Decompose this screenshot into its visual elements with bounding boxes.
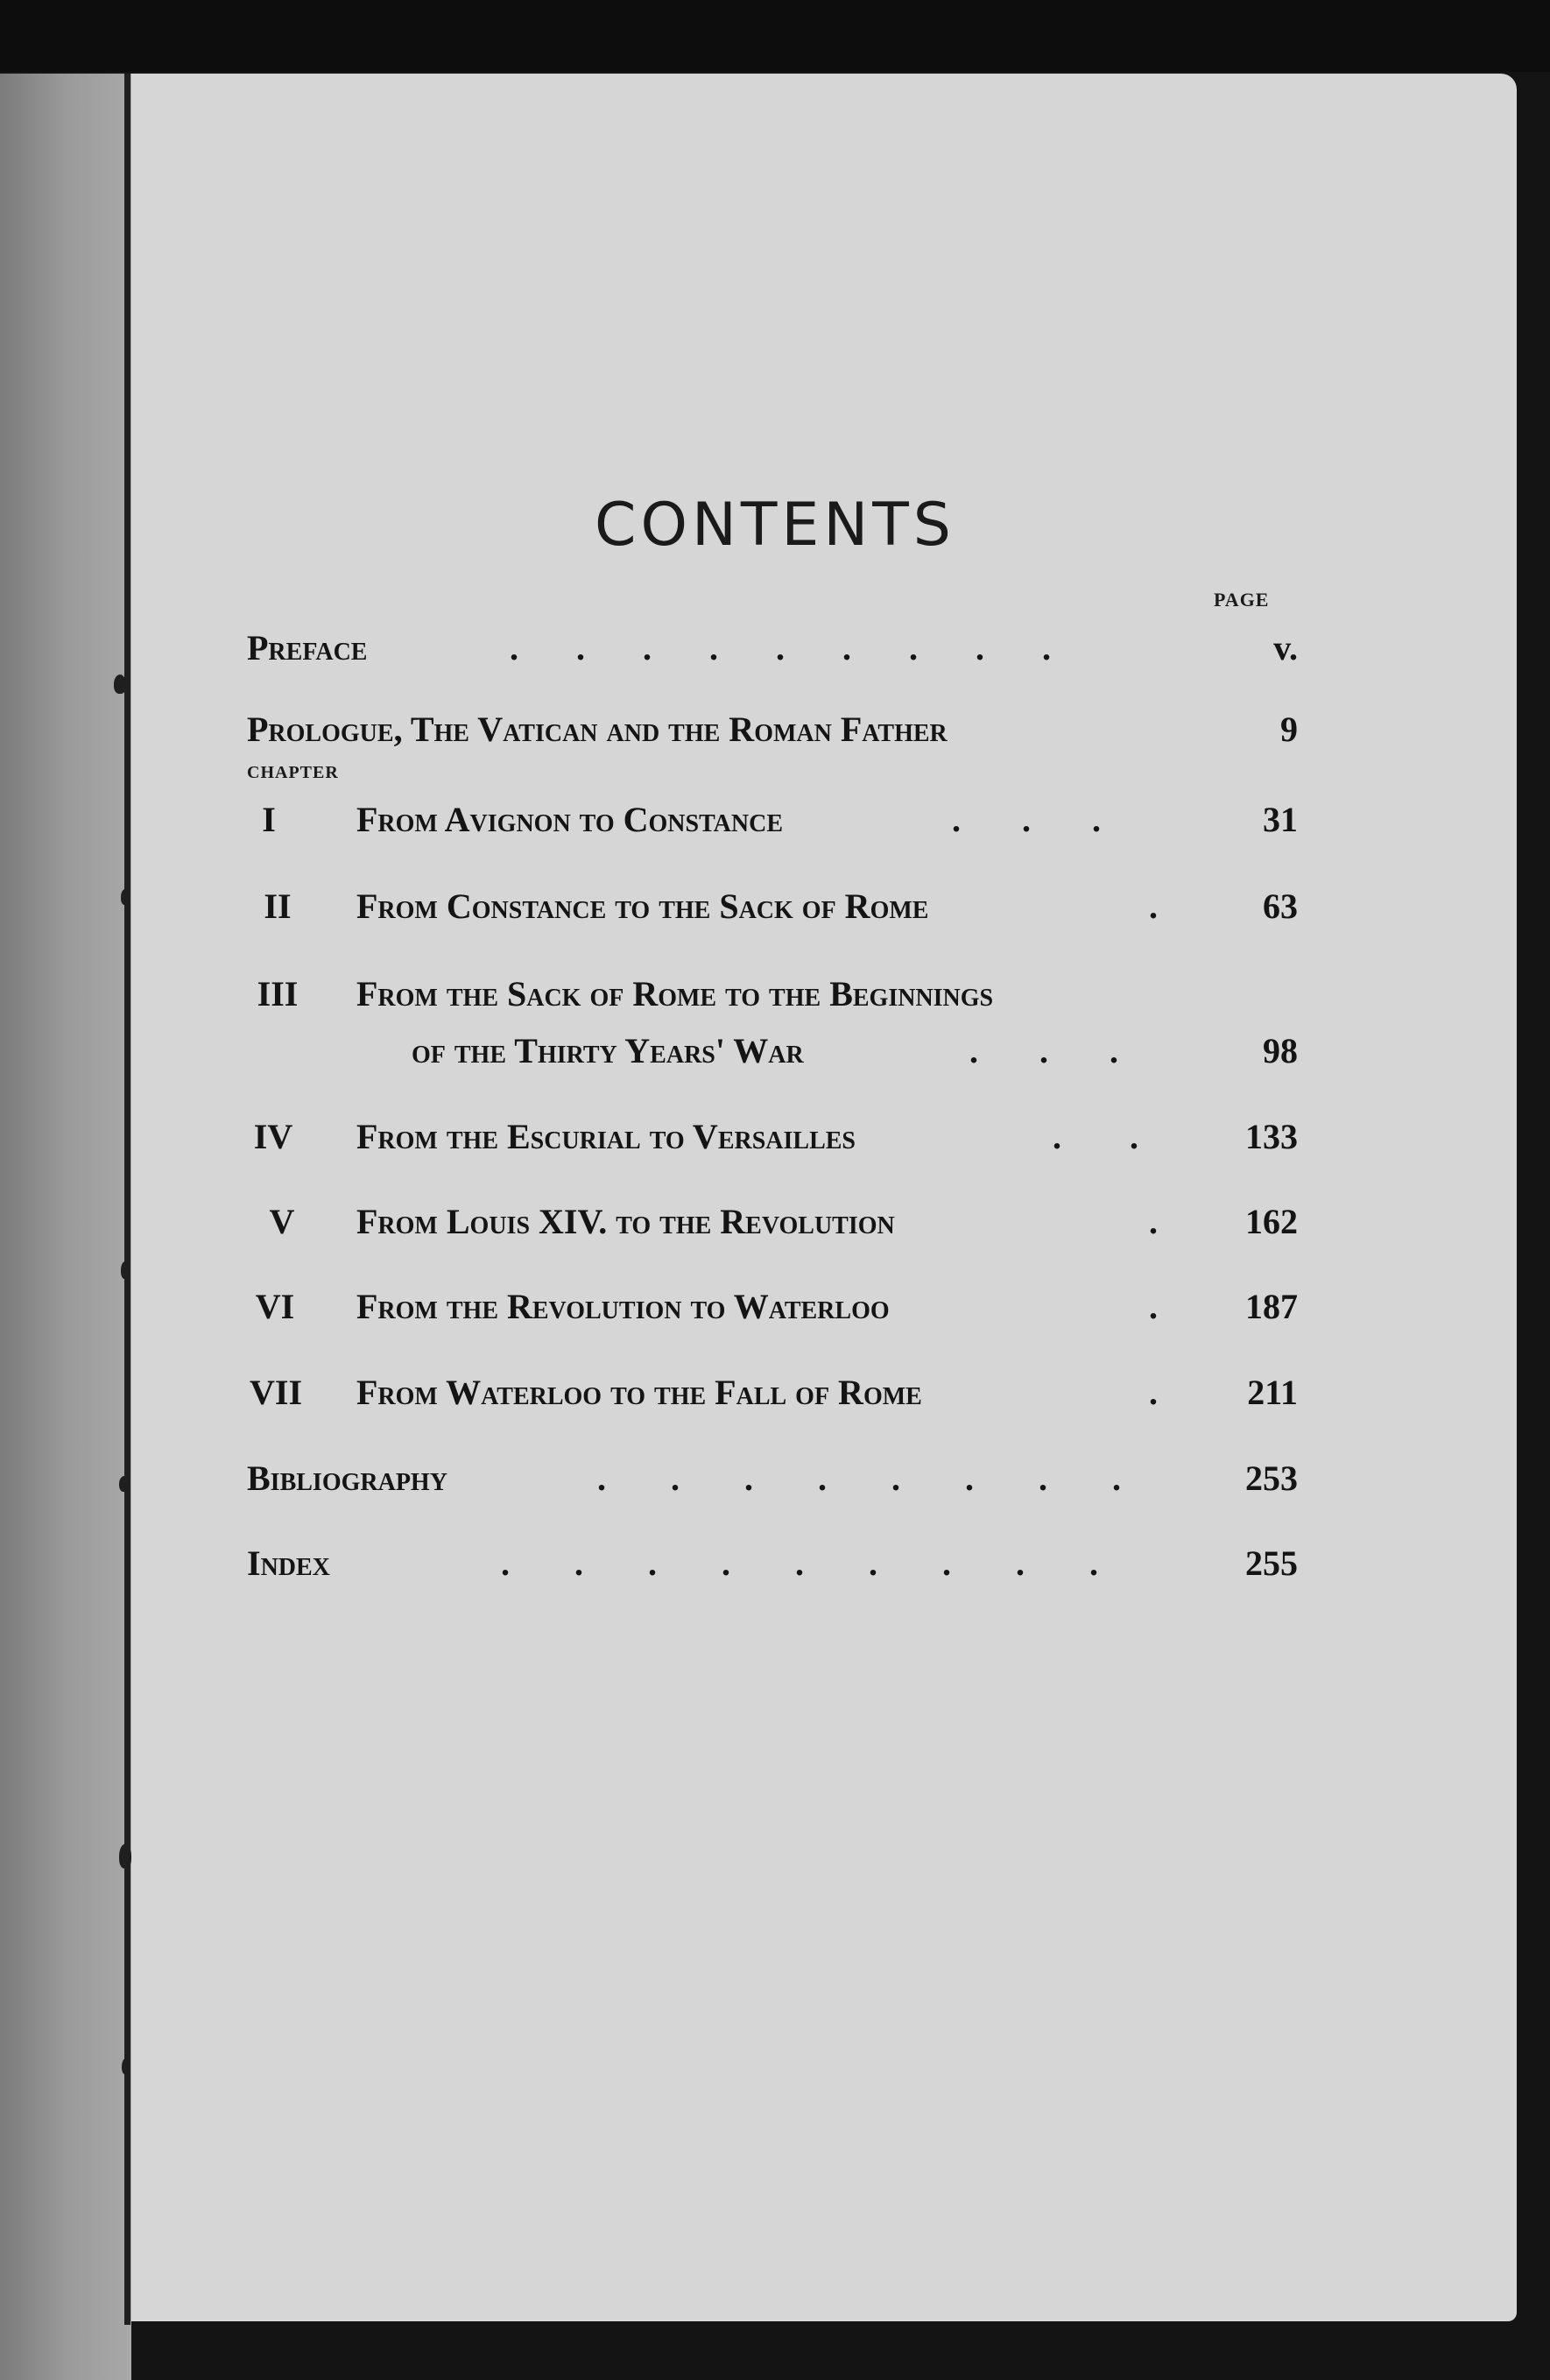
toc-entry-title: From Avignon to Constance <box>356 800 784 839</box>
toc-entry-title: of the Thirty Years' War <box>412 1031 804 1070</box>
toc-leader-dots: . . . . . . . . . <box>501 1543 1126 1583</box>
toc-leader-dots: . <box>1149 1373 1158 1412</box>
toc-page-number: 9 <box>1280 710 1298 749</box>
toc-chapter-numeral: IV <box>253 1117 293 1156</box>
facing-page-edge <box>0 74 131 2380</box>
toc-row-chapter-3-continued <box>247 1025 1298 1077</box>
toc-page-number: v. <box>1273 628 1298 667</box>
toc-page-number: 98 <box>1263 1031 1298 1070</box>
toc-page-number: 253 <box>1245 1458 1298 1498</box>
toc-page-number: 31 <box>1263 800 1298 839</box>
binding-gutter <box>124 74 130 2325</box>
toc-leader-dots: . <box>1149 1287 1158 1326</box>
toc-entry-title: Prologue, The Vatican and the Roman Father <box>247 710 948 749</box>
gutter-mark <box>119 1844 131 1868</box>
toc-entry-title: Index <box>247 1543 330 1583</box>
gutter-mark <box>121 889 130 905</box>
gutter-mark <box>121 1261 130 1279</box>
page-column-heading: PAGE <box>1214 589 1270 611</box>
toc-row-bibliography <box>247 1452 1298 1505</box>
toc-row-chapter-2 <box>247 880 1298 933</box>
toc-row-index <box>247 1537 1298 1590</box>
toc-entry-title: From Constance to the Sack of Rome <box>356 886 929 926</box>
toc-page-number: 162 <box>1245 1202 1298 1241</box>
gutter-mark <box>122 2059 130 2074</box>
toc-row-chapter-6 <box>247 1281 1298 1333</box>
toc-entry-title: From Waterloo to the Fall of Rome <box>356 1373 922 1412</box>
toc-page-number: 133 <box>1245 1117 1298 1156</box>
toc-row-chapter-1 <box>247 794 1298 846</box>
toc-entry-title: From Louis XIV. to the Revolution <box>356 1202 895 1241</box>
chapter-column-heading: CHAPTER <box>247 763 339 782</box>
toc-row-preface <box>247 622 1298 674</box>
scan-top-margin <box>0 0 1550 72</box>
toc-leader-dots: . . . . . . . . <box>597 1458 1149 1498</box>
toc-chapter-numeral: I <box>262 800 276 839</box>
toc-row-chapter-7 <box>247 1367 1298 1419</box>
toc-leader-dots: . . . <box>952 800 1127 839</box>
toc-row-chapter-4 <box>247 1111 1298 1163</box>
gutter-mark <box>119 1476 130 1492</box>
toc-entry-title: From the Sack of Rome to the Beginnings <box>356 974 994 1013</box>
gutter-mark <box>114 674 126 694</box>
page-title: CONTENTS <box>595 491 955 560</box>
toc-chapter-numeral: III <box>257 974 299 1013</box>
toc-row-prologue <box>247 703 1298 756</box>
toc-leader-dots: . . <box>1053 1117 1168 1156</box>
toc-page-number: 187 <box>1245 1287 1298 1326</box>
toc-entry-title: Bibliography <box>247 1458 447 1498</box>
toc-chapter-numeral: V <box>269 1202 295 1241</box>
toc-page-number: 255 <box>1245 1543 1298 1583</box>
toc-page-number: 63 <box>1263 886 1298 926</box>
toc-page-number: 211 <box>1247 1373 1298 1412</box>
toc-row-chapter-3 <box>247 968 1298 1021</box>
toc-chapter-numeral: VI <box>255 1287 295 1326</box>
toc-leader-dots: . . . <box>969 1031 1145 1070</box>
toc-leader-dots: . . . . . . . . . <box>510 628 1075 667</box>
toc-entry-title: Preface <box>247 628 368 667</box>
toc-chapter-numeral: II <box>264 886 292 926</box>
toc-leader-dots: . <box>1149 1202 1158 1241</box>
toc-chapter-numeral: VII <box>249 1373 303 1412</box>
toc-entry-title: From the Escurial to Versailles <box>356 1117 856 1156</box>
toc-row-chapter-5 <box>247 1196 1298 1248</box>
toc-entry-title: From the Revolution to Waterloo <box>356 1287 890 1326</box>
toc-leader-dots: . <box>1149 886 1158 926</box>
